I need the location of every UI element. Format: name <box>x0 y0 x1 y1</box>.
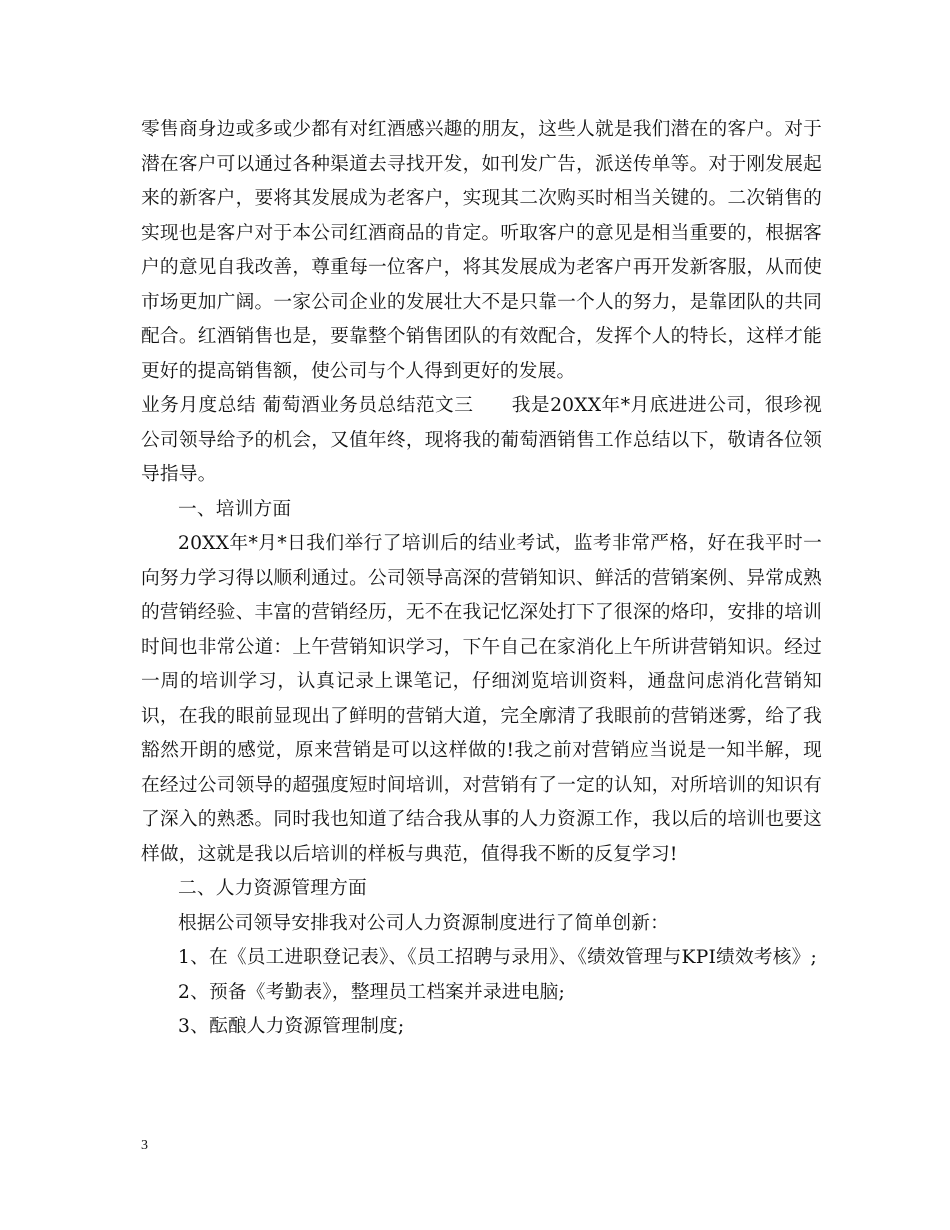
page-number: 3 <box>141 1138 148 1153</box>
document-body <box>141 113 822 1045</box>
list-item-3: 3、酝酿人力资源管理制度; <box>178 1016 405 1037</box>
paragraph-customer-retention: 零售商身边或多或少都有对红酒感兴趣的朋友，这些人就是我们潜在的客户。对于潜在客户可以通过各种渠道去寻找开发，如刊发广告，派送传单等。对于刚发展起来的新客户，要将其发展成为老客户，实现其二次购买时相当关键的。二次销售的实现也是客户对于本公司红酒商品的肯定。听取客户的意见是相当重要的，根据客户的意见自我改善，尊重每一位客户，将其发展成为老客户再开发新客服，从而使市场更加广阔。一家公司企业的发展壮大不是只靠一个人的努力，是靠团队的共同配合。红酒销售也是，要靠整个销售团队的有效配合，发挥个人的特长，这样才能更好的提高销售额，使公司与个人得到更好的发展。 <box>141 119 822 382</box>
paragraph-hr-intro: 根据公司领导安排我对公司人力资源制度进行了简单创新： <box>178 912 670 934</box>
paragraph-training: 20XX年*月*日我们举行了培训后的结业考试，监考非常严格，好在我平时一向努力学习得以顺利通过。公司领导高深的营销知识、鲜活的营销案例、异常成熟的营销经验、丰富的营销经历，无不在我记忆深处打下了很深的烙印，安排的培训时间也非常公道：上午营销知识学习，下午自己在家消化上午所讲营销知识。经过一周的培训学习，认真记录上课笔记，仔细浏览培训资料，通盘问虑消化营销知识，在我的眼前显现出了鲜明的营销大道，完全廓清了我眼前的营销迷雾，给了我豁然开朗的感觉，原来营销是可以这样做的!我之前对营销应当说是一知半解，现在经过公司领导的超强度短时间培训，对营销有了一定的认知，对所培训的知识有了深入的熟悉。同时我也知道了结合我从事的人力资源工作，我以后的培训也要这样做，这就是我以后培训的样板与典范，值得我不断的反复学习! <box>141 533 822 865</box>
heading-hr-management: 二、人力资源管理方面 <box>178 878 367 899</box>
list-item-2: 2、预备《考勤表》，整理员工档案并录进电脑; <box>178 981 565 1003</box>
paragraph-summary-intro: 业务月度总结 葡萄酒业务员总结范文三 我是20XX年*月底进进公司，很珍视公司领导给予的机会，又值年终，现将我的葡萄酒销售工作总结以下，敬请各位领导指导。 <box>141 395 822 485</box>
list-item-1: 1、在《员工进职登记表》、《员工招聘与录用》、《绩效管理与KPI绩效考核》; <box>178 947 817 968</box>
heading-training: 一、培训方面 <box>178 498 292 520</box>
